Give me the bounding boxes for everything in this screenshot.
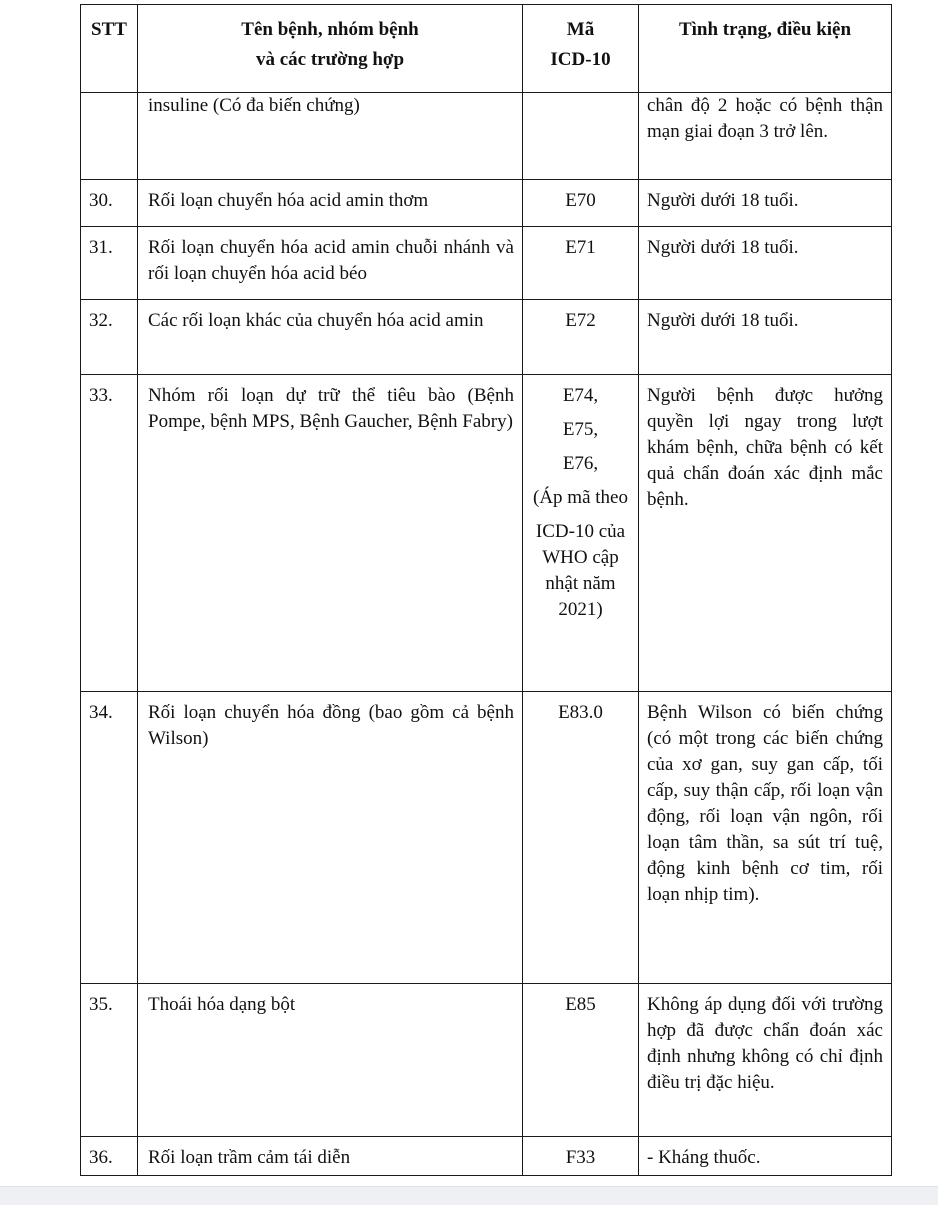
header-icd-code: Mã ICD-10 [523,5,639,93]
row-icd-code: E85 [523,984,639,1137]
row-condition: Người dưới 18 tuổi. [639,227,892,300]
header-disease-name: Tên bệnh, nhóm bệnh và các trường hợp [138,5,523,93]
row-disease-name: Rối loạn chuyển hóa acid amin thơm [138,180,523,227]
row-stt [81,93,138,180]
row-condition: Người bệnh được hưởng quyền lợi ngay trong lượt khám bệnh, chữa bệnh có kết quả chẩn đoán xác định mắc bệnh. [639,375,892,692]
icd-code-e74: E74, [562,385,599,406]
row-disease-name: Rối loạn chuyển hóa acid amin chuỗi nhánh và rối loạn chuyển hóa acid béo [138,227,523,300]
table-row [81,227,892,300]
header-condition: Tình trạng, điều kiện [639,5,892,93]
row-stt: 33. [81,375,138,692]
icd-code-note-cont: ICD-10 của WHO cập nhật năm 2021) [535,521,626,620]
row-stt: 36. [81,1137,138,1176]
row-stt: 35. [81,984,138,1137]
row-stt: 34. [81,692,138,984]
row-disease-name: Thoái hóa dạng bột [138,984,523,1137]
table-row [81,375,892,692]
row-condition: Người dưới 18 tuổi. [639,180,892,227]
row-disease-name: insuline (Có đa biến chứng) [138,93,523,180]
row-stt: 30. [81,180,138,227]
row-stt: 32. [81,300,138,375]
icd-code-note: (Áp mã theo [533,487,628,508]
row-disease-name: Nhóm rối loạn dự trữ thể tiêu bào (Bệnh Pompe, bệnh MPS, Bệnh Gaucher, Bệnh Fabry) [138,375,523,692]
row-condition: Bệnh Wilson có biến chứng (có một trong các biến chứng của xơ gan, suy gan cấp, tối cấp, suy thận cấp, rối loạn vận động, rối loạn vận ngôn, rối loạn tâm thần, sa sút trí tuệ, động kinh bệnh cơ tim, rối loạn nhịp tim). [639,692,892,984]
disease-table [80,4,892,1176]
row-icd-code: E72 [523,300,639,375]
table-row [81,1137,892,1176]
row-disease-name: Các rối loạn khác của chuyển hóa acid amin [138,300,523,375]
row-icd-code: E71 [523,227,639,300]
row-icd-code [523,93,639,180]
row-disease-name: Rối loạn trầm cảm tái diễn [138,1137,523,1176]
table-row [81,300,892,375]
table-header-row [81,5,892,93]
table-row [81,984,892,1137]
header-stt: STT [81,5,138,93]
row-disease-name: Rối loạn chuyển hóa đồng (bao gồm cả bệnh Wilson) [138,692,523,984]
row-stt: 31. [81,227,138,300]
row-condition: Người dưới 18 tuổi. [639,300,892,375]
table-row [81,692,892,984]
table-row [81,180,892,227]
row-condition: chân độ 2 hoặc có bệnh thận mạn giai đoạn 3 trở lên. [639,93,892,180]
row-icd-code: E70 [523,180,639,227]
row-icd-code: E83.0 [523,692,639,984]
row-icd-code [523,375,639,692]
row-condition: - Kháng thuốc. [639,1137,892,1176]
row-condition: Không áp dụng đối với trường hợp đã được chẩn đoán xác định nhưng không có chỉ định điều trị đặc hiệu. [639,984,892,1137]
viewer-bottom-bar [0,1186,938,1205]
icd-code-e75: E75, [562,419,599,440]
icd-code-e76: E76, [562,453,599,474]
row-icd-code: F33 [523,1137,639,1176]
table-row [81,93,892,180]
